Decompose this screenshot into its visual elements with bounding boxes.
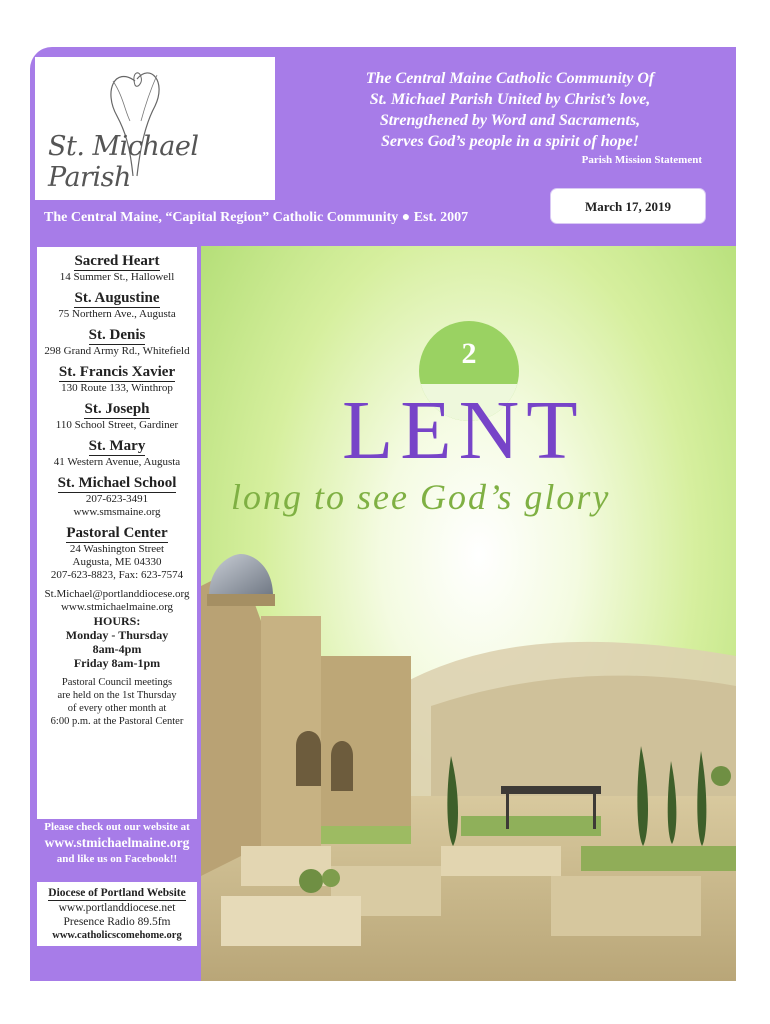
parish-name: St. Augustine bbox=[74, 290, 160, 306]
diocese-box bbox=[37, 882, 197, 946]
pastoral-street: 24 Washington Street bbox=[69, 543, 165, 555]
hours-title: HOURS: bbox=[93, 614, 141, 628]
community-tagline: The Central Maine, “Capital Region” Catholic Community ● Est. 2007 bbox=[44, 210, 469, 225]
parish-address: 14 Summer St., Hallowell bbox=[59, 271, 175, 283]
school-phone: 207-623-3491 bbox=[85, 493, 149, 505]
parish-address: 75 Northern Ave., Augusta bbox=[58, 308, 176, 320]
hours-days: Monday - Thursday bbox=[65, 628, 169, 642]
parish-address: 130 Route 133, Winthrop bbox=[61, 382, 173, 394]
mission-line: Serves God’s people in a spirit of hope! bbox=[381, 133, 639, 150]
pastoral-website-link[interactable]: www.stmichaelmaine.org bbox=[60, 601, 174, 613]
council-note: Pastoral Council meetings bbox=[61, 677, 173, 688]
lent-subtitle: long to see God’s glory bbox=[231, 477, 611, 517]
council-note: of every other month at bbox=[67, 703, 167, 714]
mission-line: St. Michael Parish United by Christ’s love, bbox=[369, 91, 651, 108]
pastoral-center-entry bbox=[37, 519, 197, 728]
lent-title: LENT bbox=[342, 384, 585, 477]
parish-entry bbox=[37, 395, 197, 432]
school-name: St. Michael School bbox=[57, 475, 177, 491]
mission-statement bbox=[300, 68, 720, 152]
council-note: are held on the 1st Thursday bbox=[57, 690, 177, 701]
school-website-link[interactable]: www.smsmaine.org bbox=[73, 506, 161, 518]
council-note: 6:00 p.m. at the Pastoral Center bbox=[50, 716, 184, 727]
presence-radio: Presence Radio 89.5fm bbox=[63, 916, 171, 928]
parish-name: St. Denis bbox=[88, 327, 146, 343]
parish-name: St. Joseph bbox=[84, 401, 150, 417]
website-note-url[interactable]: www.stmichaelmaine.org bbox=[44, 835, 190, 850]
parish-logo bbox=[35, 57, 275, 200]
logo-text: St. Michael Parish bbox=[48, 131, 199, 193]
school-entry bbox=[37, 469, 197, 519]
parish-sidebar bbox=[37, 247, 197, 819]
pastoral-center-name: Pastoral Center bbox=[66, 525, 168, 541]
parish-entry bbox=[37, 284, 197, 321]
bulletin-date: March 17, 2019 bbox=[550, 188, 706, 224]
website-note bbox=[37, 820, 197, 866]
parish-name: Sacred Heart bbox=[74, 253, 160, 269]
mission-line: The Central Maine Catholic Community Of bbox=[365, 70, 655, 87]
parish-entry bbox=[37, 247, 197, 284]
diocese-title: Diocese of Portland Website bbox=[48, 887, 186, 899]
parish-name: St. Mary bbox=[88, 438, 146, 454]
parish-entry bbox=[37, 321, 197, 358]
catholics-come-home-link[interactable]: www.catholicscomehome.org bbox=[52, 930, 182, 941]
parish-address: 298 Grand Army Rd., Whitefield bbox=[44, 345, 190, 357]
hours-time: 8am-4pm bbox=[92, 642, 142, 656]
parish-address: 110 School Street, Gardiner bbox=[55, 419, 179, 431]
hours-friday: Friday 8am-1pm bbox=[73, 656, 161, 670]
parish-address: 41 Western Avenue, Augusta bbox=[53, 456, 181, 468]
parish-name: St. Francis Xavier bbox=[58, 364, 176, 380]
website-note-line2: and like us on Facebook!! bbox=[56, 853, 178, 865]
website-note-line1: Please check out our website at bbox=[44, 821, 190, 833]
parish-entry bbox=[37, 358, 197, 395]
pastoral-city: Augusta, ME 04330 bbox=[72, 556, 162, 568]
mission-line: Strengthened by Word and Sacraments, bbox=[379, 112, 641, 129]
pastoral-email-link[interactable]: St.Michael@portlanddiocese.org bbox=[44, 588, 190, 600]
parish-entry bbox=[37, 432, 197, 469]
pastoral-phone: 207-623-8823, Fax: 623-7574 bbox=[50, 569, 184, 581]
mission-caption: Parish Mission Statement bbox=[581, 154, 702, 166]
jerusalem-photo bbox=[201, 546, 736, 981]
lent-hero-image bbox=[201, 246, 736, 981]
diocese-website-link[interactable]: www.portlanddiocese.net bbox=[58, 902, 176, 914]
lent-week-number: 2 bbox=[461, 337, 477, 370]
